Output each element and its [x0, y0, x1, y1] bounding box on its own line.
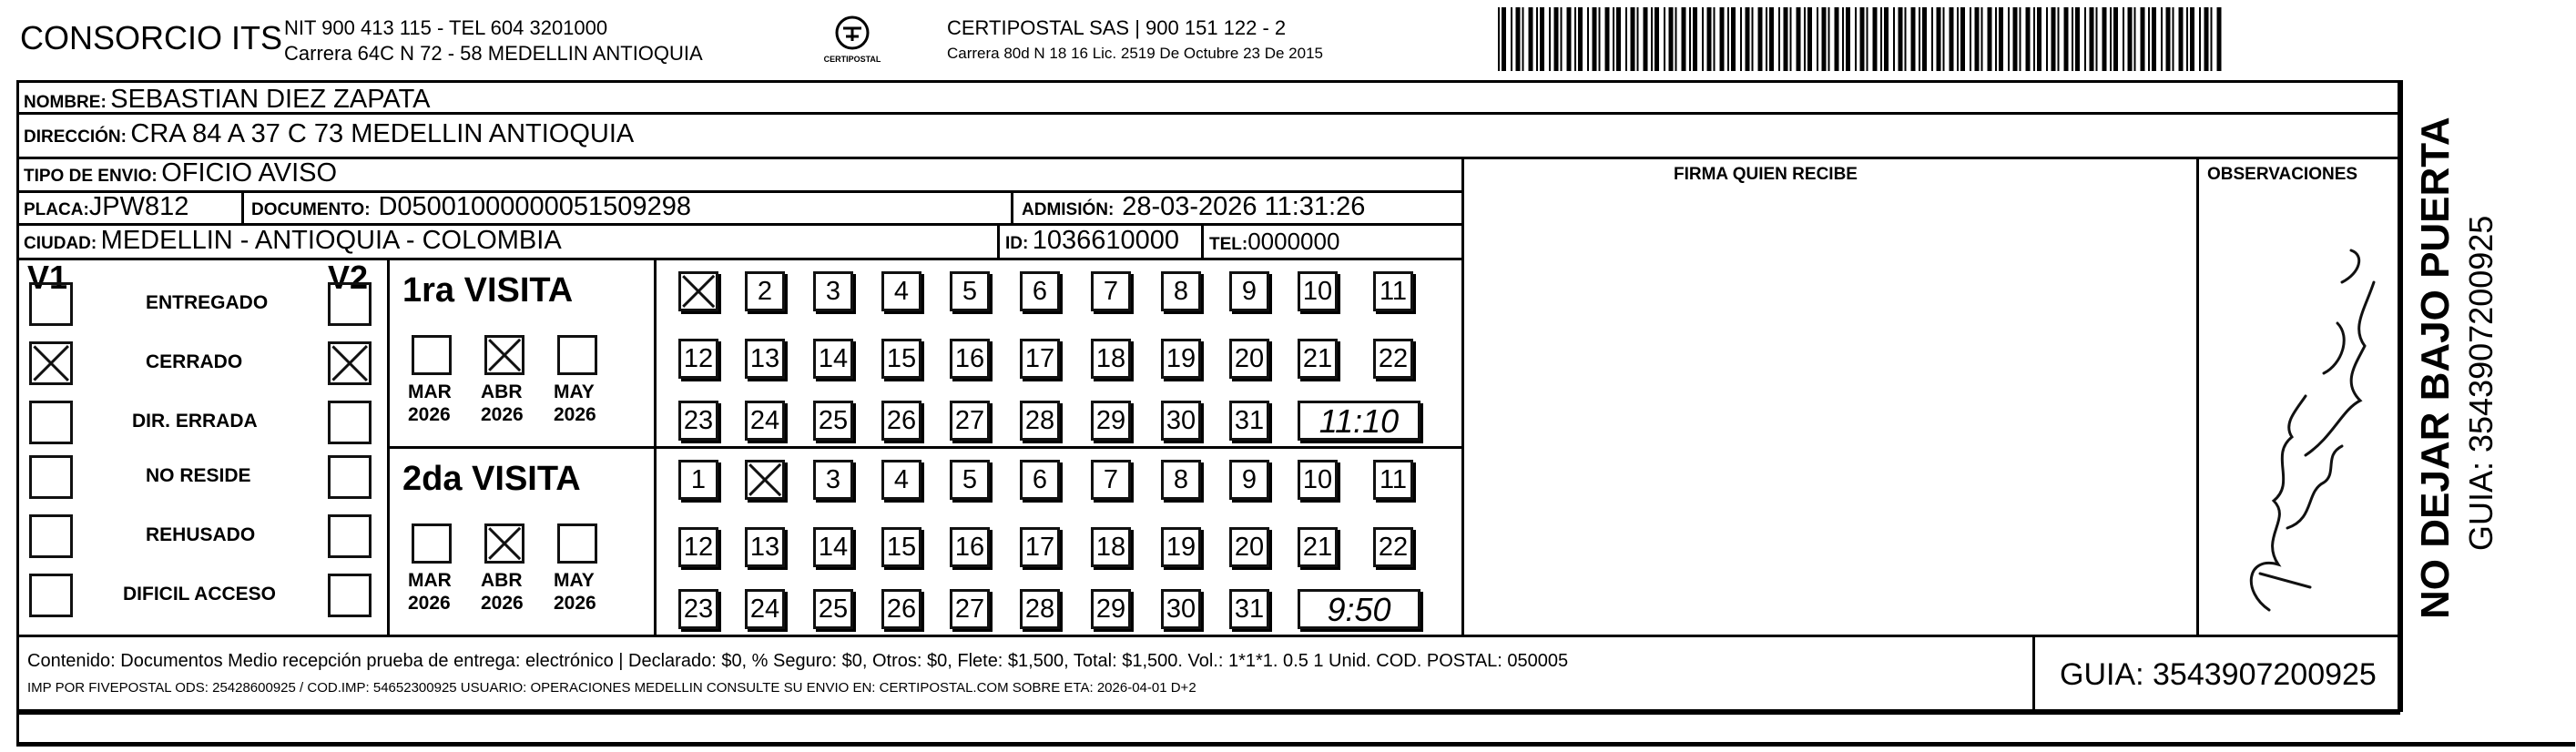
month-label: MAR	[408, 570, 452, 591]
barcode-bar	[1731, 7, 1736, 71]
v1-checkbox[interactable]	[29, 401, 73, 444]
barcode-bar	[1919, 7, 1920, 71]
barcode-bar	[1511, 7, 1512, 71]
day-checkbox[interactable]: 15	[881, 527, 921, 567]
month-checkbox[interactable]	[557, 335, 597, 375]
barcode-bar	[1702, 7, 1704, 71]
ciudad-label: CIUDAD:	[24, 234, 97, 253]
month-year-label: 2026	[481, 593, 524, 614]
barcode-bar	[1943, 7, 1945, 71]
nombre-value: SEBASTIAN DIEZ ZAPATA	[110, 85, 431, 114]
status-option-label: DIR. ERRADA	[132, 411, 258, 432]
day-checkbox[interactable]: 30	[1161, 401, 1201, 441]
day-checkbox[interactable]: 24	[745, 589, 785, 629]
day-checkbox[interactable]: 23	[678, 401, 718, 441]
barcode-bar	[1605, 7, 1610, 71]
barcode	[1498, 7, 2222, 71]
barcode-bar	[1752, 7, 1754, 71]
tel-value: 0000000	[1247, 228, 1340, 255]
barcode-bar	[1616, 7, 1621, 71]
day-checkbox[interactable]: 2	[745, 271, 785, 311]
day-checkbox[interactable]: 4	[881, 271, 921, 311]
observaciones-label: OBSERVACIONES	[2207, 165, 2358, 184]
barcode-bar	[1498, 7, 1500, 71]
id-label: ID:	[1005, 234, 1029, 253]
day-checkbox[interactable]: 30	[1161, 589, 1201, 629]
day-checkbox[interactable]: 22	[1373, 527, 1413, 567]
day-checkbox[interactable]	[678, 271, 718, 311]
barcode-bar	[2204, 7, 2209, 71]
month-year-label: 2026	[408, 404, 451, 425]
barcode-bar	[2161, 7, 2163, 71]
barcode-bar	[2037, 7, 2041, 71]
day-checkbox[interactable]: 13	[745, 339, 785, 379]
side-band	[2408, 109, 2554, 637]
tipo-envio-value: OFICIO AVISO	[161, 158, 338, 188]
day-checkbox[interactable]: 3	[813, 460, 853, 500]
barcode-bar	[2186, 7, 2188, 71]
day-checkbox[interactable]: 11	[1373, 271, 1413, 311]
day-checkbox[interactable]: 13	[745, 527, 785, 567]
barcode-bar	[1873, 7, 1878, 71]
day-checkbox[interactable]: 11	[1373, 460, 1413, 500]
day-checkbox[interactable]: 8	[1161, 460, 1201, 500]
barcode-bar	[1905, 7, 1907, 71]
barcode-bar	[2064, 7, 2069, 71]
barcode-bar	[1899, 7, 1903, 71]
v1-label: V1	[27, 259, 68, 296]
certipostal-logo	[809, 13, 896, 67]
month-checkbox[interactable]	[557, 523, 597, 564]
day-checkbox[interactable]: 21	[1298, 339, 1338, 379]
month-checkbox[interactable]	[484, 335, 524, 375]
company-nit: NIT 900 413 115 - TEL 604 3201000	[284, 16, 608, 39]
barcode-bar	[1922, 7, 1927, 71]
day-checkbox[interactable]: 5	[950, 460, 990, 500]
barcode-bar	[1884, 7, 1889, 71]
day-checkbox[interactable]: 20	[1229, 339, 1269, 379]
barcode-bar	[1835, 7, 1839, 71]
barcode-bar	[2075, 7, 2080, 71]
barcode-bar	[1561, 7, 1563, 71]
barcode-bar	[2190, 7, 2194, 71]
visit-title: 2da VISITA	[402, 460, 581, 498]
barcode-bar	[2166, 7, 2171, 71]
barcode-bar	[1522, 7, 1524, 71]
barcode-bar	[1828, 7, 1830, 71]
month-year-label: 2026	[408, 593, 451, 614]
placa-label: PLACA:	[24, 200, 89, 219]
month-year-label: 2026	[554, 404, 596, 425]
month-checkbox[interactable]	[412, 335, 452, 375]
barcode-bar	[1746, 7, 1750, 71]
status-option-label: CERRADO	[146, 351, 243, 372]
barcode-bar	[2096, 7, 2098, 71]
barcode-bar	[1740, 7, 1742, 71]
day-checkbox[interactable]: 27	[950, 589, 990, 629]
v2-checkbox[interactable]	[328, 574, 372, 617]
barcode-bar	[1613, 7, 1614, 71]
status-option-label: ENTREGADO	[146, 292, 269, 313]
day-checkbox[interactable]: 28	[1020, 589, 1060, 629]
v1-checkbox[interactable]	[29, 282, 73, 326]
day-checkbox[interactable]: 19	[1161, 339, 1201, 379]
barcode-bar	[1960, 7, 1965, 71]
side-guia: GUIA: 3543907200925	[2462, 215, 2500, 551]
barcode-bar	[2141, 7, 2145, 71]
company-name: CONSORCIO ITS	[20, 19, 283, 56]
barcode-bar	[1893, 7, 1895, 71]
handwritten-signature	[2205, 228, 2388, 628]
day-checkbox[interactable]: 4	[881, 460, 921, 500]
barcode-bar	[2013, 7, 2018, 71]
day-checkbox[interactable]: 8	[1161, 271, 1201, 311]
barcode-bar	[1644, 7, 1648, 71]
month-checkbox[interactable]	[484, 523, 524, 564]
barcode-bar	[1707, 7, 1712, 71]
day-checkbox[interactable]: 25	[813, 589, 853, 629]
barcode-bar	[1682, 7, 1686, 71]
day-checkbox[interactable]: 31	[1229, 589, 1269, 629]
barcode-bar	[1599, 7, 1601, 71]
barcode-bar	[1536, 7, 1538, 71]
direccion-value: CRA 84 A 37 C 73 MEDELLIN ANTIOQUIA	[130, 119, 635, 148]
barcode-bar	[1855, 7, 1857, 71]
direccion-label: DIRECCIÓN:	[24, 127, 127, 147]
barcode-bar	[2134, 7, 2136, 71]
barcode-bar	[2103, 7, 2107, 71]
day-checkbox[interactable]: 12	[678, 339, 718, 379]
v1-checkbox[interactable]	[29, 341, 73, 385]
barcode-bar	[1758, 7, 1763, 71]
barcode-bar	[2199, 7, 2201, 71]
barcode-bar	[1846, 7, 1850, 71]
documento-label: DOCUMENTO:	[251, 200, 371, 219]
barcode-bar	[2217, 7, 2222, 71]
logo-text: CERTIPOSTAL	[823, 55, 881, 64]
tel-label: TEL:	[1209, 235, 1248, 254]
barcode-bar	[2020, 7, 2021, 71]
barcode-bar	[1625, 7, 1627, 71]
visit-time-field[interactable]: 11:10	[1298, 401, 1420, 441]
barcode-bar	[1931, 7, 1933, 71]
barcode-bar	[1937, 7, 1941, 71]
barcode-bar	[2026, 7, 2031, 71]
day-checkbox[interactable]: 9	[1229, 271, 1269, 311]
nombre-label: NOMBRE:	[24, 93, 107, 112]
barcode-bar	[1693, 7, 1697, 71]
barcode-bar	[1975, 7, 1980, 71]
v2-checkbox[interactable]	[328, 401, 372, 444]
month-year-label: 2026	[481, 404, 524, 425]
barcode-bar	[1880, 7, 1882, 71]
firma-label: FIRMA QUIEN RECIBE	[1674, 165, 1858, 184]
barcode-bar	[1970, 7, 1971, 71]
barcode-bar	[1714, 7, 1716, 71]
barcode-bar	[2033, 7, 2035, 71]
day-checkbox[interactable]: 17	[1020, 527, 1060, 567]
barcode-bar	[1950, 7, 1954, 71]
day-checkbox[interactable]: 18	[1091, 527, 1131, 567]
barcode-bar	[1574, 7, 1576, 71]
barcode-bar	[1817, 7, 1818, 71]
barcode-bar	[1637, 7, 1639, 71]
barcode-bar	[2152, 7, 2156, 71]
barcode-bar	[2008, 7, 2010, 71]
day-checkbox[interactable]: 14	[813, 339, 853, 379]
month-label: ABR	[481, 570, 523, 591]
month-year-label: 2026	[554, 593, 596, 614]
day-checkbox[interactable]: 24	[745, 401, 785, 441]
ciudad-value: MEDELLIN - ANTIOQUIA - COLOMBIA	[100, 226, 562, 255]
day-checkbox[interactable]: 7	[1091, 460, 1131, 500]
day-checkbox[interactable]: 7	[1091, 271, 1131, 311]
barcode-bar	[2211, 7, 2213, 71]
day-checkbox[interactable]: 18	[1091, 339, 1131, 379]
barcode-bar	[1567, 7, 1572, 71]
v1-checkbox[interactable]	[29, 574, 73, 617]
day-checkbox[interactable]: 26	[881, 401, 921, 441]
day-checkbox[interactable]: 23	[678, 589, 718, 629]
day-checkbox[interactable]: 29	[1091, 401, 1131, 441]
v2-checkbox[interactable]	[328, 514, 372, 558]
barcode-bar	[1689, 7, 1691, 71]
barcode-bar	[1554, 7, 1559, 71]
barcode-bar	[2148, 7, 2150, 71]
month-label: MAR	[408, 381, 452, 402]
documento-value: D05001000000051509298	[378, 192, 691, 221]
barcode-bar	[2110, 7, 2112, 71]
barcode-bar	[1578, 7, 1583, 71]
barcode-bar	[1587, 7, 1589, 71]
barcode-bar	[1784, 7, 1788, 71]
footer-contenido: Contenido: Documentos Medio recepción prueba de entrega: electrónico | Declarado: $0, % Seguro: $0, Otros: $0, Flete: $1,500, Total: $1,500. Vol.: 1*1*1. 0.5 1 Unid. COD. POSTAL: 050005	[27, 651, 1569, 671]
barcode-bar	[1529, 7, 1533, 71]
barcode-bar	[2052, 7, 2056, 71]
day-checkbox[interactable]: 6	[1020, 460, 1060, 500]
barcode-bar	[1669, 7, 1674, 71]
barcode-bar	[1995, 7, 1997, 71]
v2-label: V2	[328, 259, 369, 296]
courier-line1: CERTIPOSTAL SAS | 900 151 122 - 2	[947, 16, 1287, 39]
day-checkbox[interactable]: 3	[813, 271, 853, 311]
day-checkbox[interactable]: 28	[1020, 401, 1060, 441]
v2-checkbox[interactable]	[328, 282, 372, 326]
barcode-bar	[1727, 7, 1729, 71]
barcode-bar	[1999, 7, 2003, 71]
day-checkbox[interactable]: 14	[813, 527, 853, 567]
barcode-bar	[2123, 7, 2124, 71]
day-checkbox[interactable]: 31	[1229, 401, 1269, 441]
barcode-bar	[1540, 7, 1544, 71]
barcode-bar	[2046, 7, 2048, 71]
day-checkbox[interactable]: 27	[950, 401, 990, 441]
day-checkbox[interactable]: 10	[1298, 271, 1338, 311]
day-checkbox[interactable]	[745, 460, 785, 500]
barcode-bar	[2072, 7, 2073, 71]
day-checkbox[interactable]: 29	[1091, 589, 1131, 629]
day-checkbox[interactable]: 21	[1298, 527, 1338, 567]
day-checkbox[interactable]: 22	[1373, 339, 1413, 379]
day-checkbox[interactable]: 12	[678, 527, 718, 567]
barcode-bar	[2113, 7, 2118, 71]
barcode-bar	[1593, 7, 1597, 71]
day-checkbox[interactable]: 20	[1229, 527, 1269, 567]
day-checkbox[interactable]: 26	[881, 589, 921, 629]
barcode-bar	[1911, 7, 1916, 71]
barcode-bar	[1981, 7, 1983, 71]
day-checkbox[interactable]: 19	[1161, 527, 1201, 567]
barcode-bar	[1842, 7, 1844, 71]
barcode-bar	[1549, 7, 1551, 71]
admision-label: ADMISIÓN:	[1022, 200, 1115, 219]
barcode-bar	[1766, 7, 1767, 71]
barcode-bar	[1769, 7, 1774, 71]
barcode-bar	[1822, 7, 1827, 71]
barcode-bar	[1778, 7, 1780, 71]
month-checkbox[interactable]	[412, 523, 452, 564]
barcode-bar	[1860, 7, 1865, 71]
day-checkbox[interactable]: 25	[813, 401, 853, 441]
barcode-bar	[1867, 7, 1868, 71]
day-checkbox[interactable]: 5	[950, 271, 990, 311]
barcode-bar	[1988, 7, 1992, 71]
admision-value: 28-03-2026 11:31:26	[1122, 192, 1366, 221]
status-option-label: NO RESIDE	[146, 465, 251, 486]
barcode-bar	[1664, 7, 1665, 71]
barcode-bar	[1797, 7, 1801, 71]
barcode-bar	[1516, 7, 1521, 71]
barcode-bar	[2173, 7, 2174, 71]
tipo-envio-label: TIPO DE ENVIO:	[24, 167, 158, 186]
barcode-bar	[2084, 7, 2086, 71]
barcode-bar	[2179, 7, 2184, 71]
barcode-bar	[1790, 7, 1792, 71]
status-option-label: DIFICIL ACCESO	[123, 584, 277, 605]
status-option-label: REHUSADO	[146, 524, 256, 545]
placa-value: JPW812	[88, 192, 189, 221]
company-address: Carrera 64C N 72 - 58 MEDELLIN ANTIOQUIA	[284, 42, 703, 65]
barcode-bar	[1804, 7, 1806, 71]
barcode-bar	[1675, 7, 1677, 71]
month-label: MAY	[554, 570, 595, 591]
barcode-bar	[1502, 7, 1506, 71]
barcode-bar	[1720, 7, 1725, 71]
footer-guia: GUIA: 3543907200925	[2060, 657, 2377, 692]
visit-time-field[interactable]: 9:50	[1298, 589, 1420, 629]
day-checkbox[interactable]: 6	[1020, 271, 1060, 311]
day-checkbox[interactable]: 1	[678, 460, 718, 500]
day-checkbox[interactable]: 16	[950, 527, 990, 567]
day-checkbox[interactable]: 9	[1229, 460, 1269, 500]
month-label: MAY	[554, 381, 595, 402]
id-value: 1036610000	[1032, 226, 1180, 255]
side-band-divider	[2400, 80, 2403, 712]
barcode-bar	[2058, 7, 2060, 71]
barcode-bar	[1651, 7, 1653, 71]
visit-title: 1ra VISITA	[402, 271, 574, 310]
v1-checkbox[interactable]	[29, 455, 73, 499]
barcode-bar	[1807, 7, 1812, 71]
month-label: ABR	[481, 381, 523, 402]
v1-checkbox[interactable]	[29, 514, 73, 558]
barcode-bar	[1655, 7, 1659, 71]
v2-checkbox[interactable]	[328, 341, 372, 385]
barcode-bar	[2090, 7, 2094, 71]
day-checkbox[interactable]: 16	[950, 339, 990, 379]
day-checkbox[interactable]: 10	[1298, 460, 1338, 500]
barcode-bar	[1957, 7, 1959, 71]
courier-line2: Carrera 80d N 18 16 Lic. 2519 De Octubre 23 De 2015	[947, 45, 1323, 62]
form-frame	[16, 80, 2400, 712]
footer-imp: IMP POR FIVEPOSTAL ODS: 25428600925 / COD.IMP: 54652300925 USUARIO: OPERACIONES MEDELLIN CONSULTE SU ENVIO EN: CERTIPOSTAL.COM SOBRE ETA: 2026-04-01 D+2	[27, 680, 1196, 696]
barcode-bar	[1631, 7, 1635, 71]
day-checkbox[interactable]: 17	[1020, 339, 1060, 379]
day-checkbox[interactable]: 15	[881, 339, 921, 379]
no-dejar-warning: NO DEJAR BAJO PUERTA	[2413, 117, 2458, 619]
v2-checkbox[interactable]	[328, 455, 372, 499]
barcode-bar	[2128, 7, 2133, 71]
